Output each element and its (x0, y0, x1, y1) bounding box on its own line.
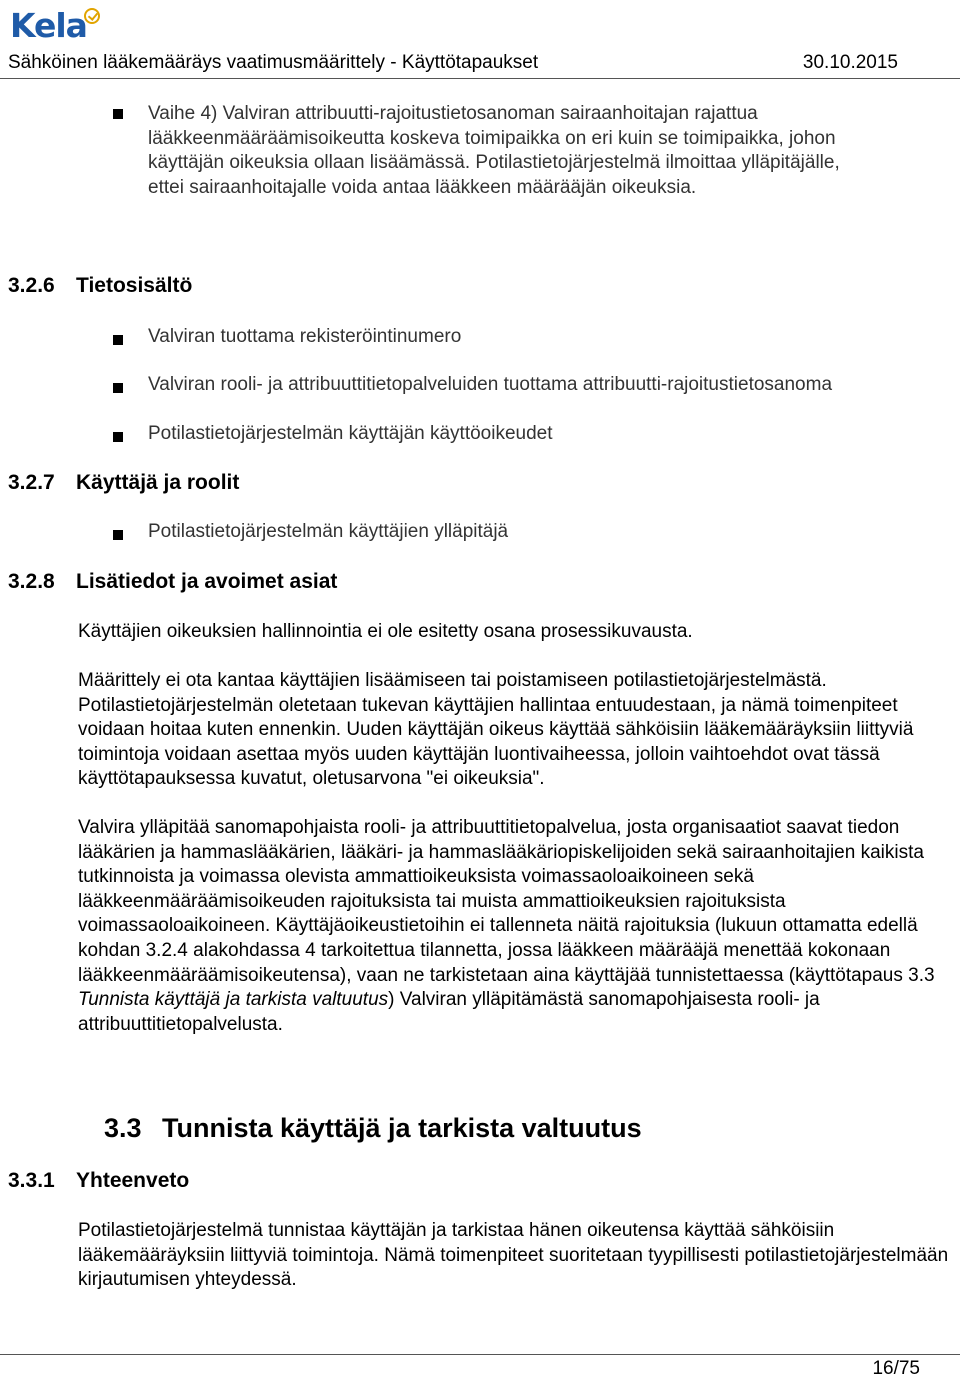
paragraph (78, 816, 958, 1037)
intro-bullet-line-2: lääkkeenmääräämisoikeutta koskeva toimipaikka on eri kuin se toimipaikka, johon (148, 128, 836, 149)
section-number: 3.2.6 (8, 274, 55, 297)
section-title: Tietosisältö (76, 274, 193, 297)
paragraph-text-part: Valvira ylläpitää sanomapohjaista rooli- ja attribuuttitietopalvelua, josta organisaatiot saavat tiedon lääkärien ja hammaslääkärien, lääkäri- ja hammaslääkäriopiskelijoiden sekä sairaanhoitajien kaikista tutkinnoista ja voimassa olevista ammattioikeuksista voimassaoloaikoineen sekä lääkkeenmääräämisoikeuden rajoituksista tai muista ammattioikeuksien rajoituksista voimassaoloaikoineen. Käyttäjäoikeustietoihin ei tallenneta näitä rajoituksia (lukuun ottamatta edellä kohdan 3.2.4 alakohdassa 4 tarkoitettua tilannetta, jossa lääkkeen määrääjä menettää kokonaan lääkkeenmääräämisoikeutensa), vaan ne tarkistetaan aina käyttäjää tunnistettaessa (käyttötapaus 3.3 (78, 817, 935, 986)
section-title: Tunnista käyttäjä ja tarkista valtuutus (162, 1113, 642, 1143)
paragraph-text: Potilastietojärjestelmä tunnistaa käyttäjän ja tarkistaa hänen oikeutensa käyttää sähköisiin lääkemääräyksiin liittyviä toimintoja. Nämä toimenpiteet suoritetaan tyypillisesti potilastietojärjestelmään kirjautumisen yhteydessä. (78, 1220, 949, 1291)
page-number: 16/75 (872, 1358, 920, 1379)
bullet-icon (113, 109, 123, 119)
heading-3-3-1 (8, 1168, 189, 1194)
list-item: Valviran rooli- ja attribuuttitietopalveluiden tuottama attribuutti-rajoitustietosanoma (148, 374, 833, 395)
list-item: Valviran tuottama rekisteröintinumero (148, 326, 462, 347)
logo-checkmark-icon (84, 8, 100, 24)
paragraph-text: Käyttäjien oikeuksien hallinnointia ei ole esitetty osana prosessikuvausta. (78, 621, 693, 642)
header-divider (0, 78, 960, 79)
section-title: Lisätiedot ja avoimet asiat (76, 570, 338, 593)
heading-3-3 (104, 1111, 642, 1145)
intro-bullet-line-3: käyttäjän oikeuksia ollaan lisäämässä. Potilastietojärjestelmä ilmoittaa ylläpitäjälle, (148, 152, 840, 173)
heading-3-2-8 (8, 569, 337, 595)
intro-bullet-line-1: Vaihe 4) Valviran attribuutti-rajoitustietosanoman sairaanhoitajan rajattua (148, 103, 758, 124)
document-title: Sähköinen lääkemääräys vaatimusmäärittely - Käyttötapaukset (8, 52, 539, 73)
heading-3-2-6 (8, 273, 192, 299)
section-number: 3.2.8 (8, 570, 55, 593)
section-title: Käyttäjä ja roolit (76, 471, 240, 494)
bullet-icon (113, 335, 123, 345)
paragraph (78, 669, 958, 792)
list-item: Potilastietojärjestelmän käyttäjän käyttöoikeudet (148, 423, 553, 444)
paragraph (78, 1219, 958, 1293)
section-title: Yhteenveto (76, 1169, 190, 1192)
heading-3-2-7 (8, 470, 239, 496)
intro-bullet-line-4: ettei sairaanhoitajalle voida antaa lääkkeen määrääjän oikeuksia. (148, 177, 697, 198)
bullet-icon (113, 432, 123, 442)
bullet-icon (113, 530, 123, 540)
kela-logo (10, 6, 100, 46)
paragraph-text-part: ) Valviran ylläpitämästä sanomapohjaisesta rooli- ja attribuuttitietopalvelusta. (78, 989, 820, 1035)
paragraph (78, 620, 958, 645)
section-number: 3.3 (104, 1113, 142, 1143)
use-case-reference: Tunnista käyttäjä ja tarkista valtuutus (78, 989, 389, 1011)
paragraph-text (78, 816, 958, 1037)
bullet-icon (113, 383, 123, 393)
logo-text: Kela (10, 6, 87, 45)
document-date: 30.10.2015 (802, 52, 898, 73)
section-number: 3.2.7 (8, 471, 55, 494)
section-number: 3.3.1 (8, 1169, 55, 1192)
list-item: Potilastietojärjestelmän käyttäjien ylläpitäjä (148, 521, 509, 542)
paragraph-text: Määrittely ei ota kantaa käyttäjien lisäämiseen tai poistamiseen potilastietojärjestelmästä. Potilastietojärjestelmän oletetaan tukevan käyttäjien hallintaa entuudestaan, ja nämä toimenpiteet voidaan hoitaa kuten ennenkin. Uuden käyttäjän oikeus käyttää sähköisiin lääkemääräyksiin liittyviä toimintoja voidaan asettaa myös uuden käyttäjän luontivaiheessa, jolloin vaihtoehdot ovat tässä käyttötapauksessa kuvatut, oletusarvona "ei oikeuksia". (78, 670, 914, 790)
footer-divider (0, 1354, 960, 1355)
